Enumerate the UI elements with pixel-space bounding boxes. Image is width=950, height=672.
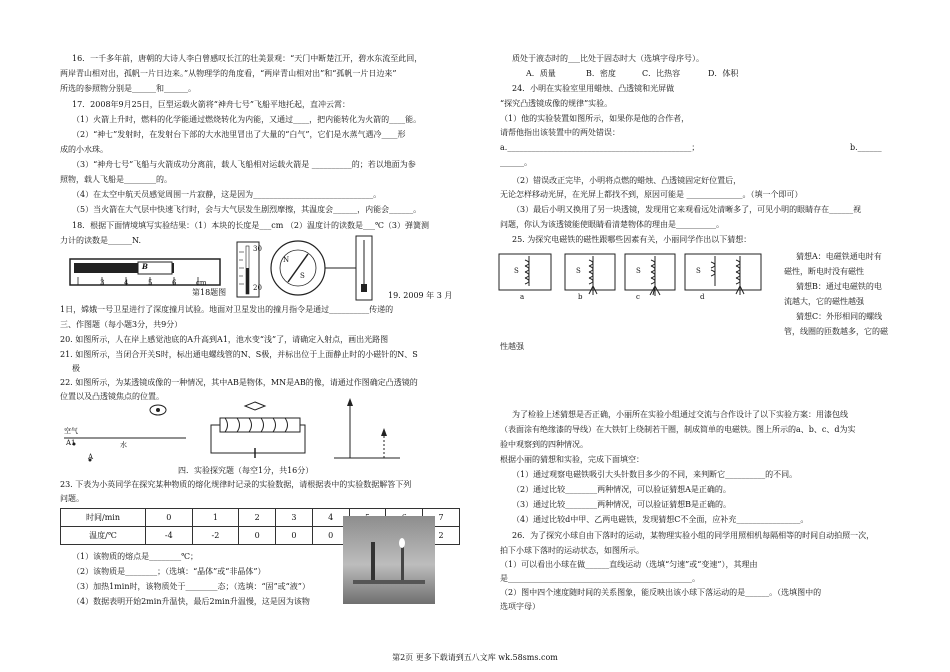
text-line: （5）当火箭在大气层中快速飞行时，会与大气层发生剧烈摩擦，其温度会______，内能会______。	[72, 205, 422, 214]
text-line: （4）在太空中航天员感觉周围一片寂静，这是因为______________________________。	[72, 190, 382, 199]
text-line: 问题。	[60, 494, 84, 503]
text-line: 20. 如图所示，人在岸上感觉池底的A升高到A1，池水变“浅”了，请确定入射点，画出光路图	[60, 335, 389, 344]
text-line: 两岸青山相对出，孤帆一片日边来。”从物理学的角度看，“两岸青山相对出”和“孤帆一片日边来”	[60, 69, 397, 78]
text-line: （1）火箭上升时，燃料的化学能通过燃烧转化为内能，又通过____，把内能转化为火箭的____能。	[72, 115, 422, 124]
text-line: （2）该物质是________；（选填：“晶体”或“非晶体”）	[72, 567, 266, 576]
table-cell: 7	[423, 509, 460, 527]
compass-spring-scale-figure	[270, 234, 380, 304]
figure-label-c: c	[636, 293, 640, 301]
lens-figure	[332, 392, 402, 462]
a1-label: A1	[66, 439, 76, 447]
text-line: （1）他的实验装置如图所示，如果你是他的合作者，	[500, 114, 690, 123]
text-line: 18．根据下面情境填写实验结果：（1）本块的长度是___cm （2）温度计的读数是___℃（3）弹簧测	[72, 221, 430, 230]
text-line: 是______________________________________________。	[500, 574, 700, 583]
thermo-lower-label: 20	[253, 284, 262, 292]
compass-s-label: S	[300, 272, 305, 280]
text-line: 管，线圈的匝数越多，它的磁	[784, 327, 888, 336]
unit-label: cm	[196, 279, 207, 287]
text-line: 验中观察到的四种情况。	[500, 440, 588, 449]
tick-label: 6	[172, 279, 177, 287]
text-line: （2）图中四个速度随时间的关系图象，能反映出该小球下落运动的是______。（选填图中的	[500, 588, 822, 597]
text-line: （3）最后小明又换用了另一块透镜，发现用它来观看远处清晰多了，可见小明的眼睛存在______视	[512, 205, 862, 214]
text-line: 极	[72, 364, 80, 373]
switch-label: S	[576, 267, 581, 275]
table-cell: -4	[146, 527, 193, 545]
option-d: D．体积	[708, 69, 739, 78]
text-line: 17．2008年9月25日，巨型运载火箭将“神舟七号”飞船平地托起，直冲云霄：	[72, 100, 350, 109]
table-cell: 0	[146, 509, 193, 527]
text-line: （3）通过比较________两种情况，可以验证猜想B是正确的。	[512, 500, 731, 509]
text-line: 性越强	[500, 342, 524, 351]
tick-label: 3	[100, 279, 105, 287]
option-b: B．密度	[586, 69, 616, 78]
table-header-cell: 温度/℃	[61, 527, 146, 545]
text-line: 所选的参照物分别是______和______。	[60, 84, 196, 93]
text-line: （2）通过比较________两种情况，可以验证猜想A是正确的。	[512, 485, 731, 494]
text-line: （1）该物质的熔点是________℃；	[72, 552, 199, 561]
text-line: 力计的读数是______N.	[60, 236, 142, 245]
table-cell: 2	[239, 509, 276, 527]
text-line: 根据小丽的猜想和实验，完成下面填空：	[500, 455, 644, 464]
compass-n-label: N	[283, 256, 290, 264]
text-line: 位置以及凸透镜焦点的位置。	[60, 392, 164, 401]
table-cell: 2	[423, 527, 460, 545]
text-line: 流越大，它的磁性越强	[784, 297, 864, 306]
option-c: C．比热容	[642, 69, 681, 78]
figure-label-d: d	[700, 293, 705, 301]
text-line: a.______________________________________________；	[500, 143, 700, 152]
text-line: 19. 2009 年 3 月	[388, 291, 453, 300]
switch-label: S	[696, 267, 701, 275]
block-label: B	[142, 262, 148, 271]
table-cell: 0	[312, 527, 349, 545]
text-line: （3）加热1min时，该物质处于________态；（选填：“固”或“液”）	[72, 582, 310, 591]
section-title: 三、作图题（每小题3分，共9分）	[60, 320, 183, 329]
experiment-photo	[343, 516, 435, 604]
table-cell: 0	[276, 527, 313, 545]
table-cell: 3	[276, 509, 313, 527]
text-line: （4）通过比较d中甲、乙两电磁铁，发现猜想C不全面，应补充________________。	[512, 515, 809, 524]
air-label: 空气	[64, 427, 78, 435]
text-line: 24．小明在实验室里用蜡烛、凸透镜和光屏做	[512, 84, 675, 93]
text-line: 猜想A：电磁铁通电时有	[796, 252, 882, 261]
option-a: A．质量	[526, 69, 556, 78]
text-line: （2）错误改正完毕，小明将点燃的蜡烛、凸透镜固定好位置后，	[512, 176, 742, 185]
text-line: （表面涂有绝缘漆的导线）在大铁钉上绕制若干圈，制成简单的电磁铁。图上所示的a、b、c、d为实	[500, 425, 856, 434]
text-line: （2）“神七”发射时，在发射台下部的大水池里冒出了大量的“白气”，它们是水蒸气遇冷____形	[72, 130, 406, 139]
thermo-upper-label: 30	[253, 245, 262, 253]
figure-label-b: b	[578, 293, 583, 301]
text-line: 1日，嫦娥一号卫星进行了深度撞月试验。地面对卫星发出的撞月指令是通过__________传递的	[60, 305, 394, 314]
text-line: （1）可以看出小球在做______直线运动（选填“匀速”或“变速”），其理由	[500, 560, 758, 569]
table-header-cell: 时间/min	[61, 509, 146, 527]
solenoid-figure	[205, 398, 315, 458]
text-line: 16．一千多年前，唐朝的大诗人李白曾感叹长江的壮美景观：“天门中断楚江开，碧水东流至此回，	[72, 54, 423, 63]
water-label: 水	[120, 441, 127, 449]
text-line: 21. 如图所示，当闭合开关S时，标出通电螺线管的N、S极，并标出位于上面静止时的小磁针的N、S	[60, 350, 418, 359]
text-line: （4）数据表明开始2min升温快，最后2min升温慢，这是因为该物	[72, 597, 310, 606]
text-line: 25. 为探究电磁铁的磁性跟哪些因素有关，小丽同学作出以下猜想：	[512, 235, 752, 244]
tick-label: 5	[148, 279, 153, 287]
text-line: （3）“神舟七号”飞船与火箭成功分离前，载人飞船相对运载火箭是 __________的；若以地面为参	[72, 160, 416, 169]
switch-label: S	[636, 267, 641, 275]
text-line: 26．为了探究小球自由下落时的运动，某物理实验小组的同学用照相机每隔相等的时间自动拍照一次，	[512, 531, 875, 540]
text-line: 为了检验上述猜想是否正确，小丽所在实验小组通过交流与合作设计了以下实验方案：用漆包线	[512, 410, 848, 419]
text-line: ______。	[500, 158, 532, 167]
text-line: 问题，你认为该透镜能使眼睛看清楚物体的理由是__________。	[500, 220, 724, 229]
text-line: 23. 下表为小英同学在探究某种物质的熔化规律时记录的实验数据，请根据表中的实验数据解答下列	[60, 480, 412, 489]
figure-label-a: a	[520, 293, 525, 301]
page-footer: 第2页 更多下载请到五八文库 wk.58sms.com	[392, 653, 558, 662]
figure-caption: 第18题图	[192, 288, 227, 297]
text-line: 猜想C：外形相同的螺线	[796, 312, 883, 321]
text-line: “探究凸透镜成像的规律”实验。	[500, 99, 613, 108]
switch-label: S	[514, 267, 519, 275]
text-line: 拍下小球下落时的运动状态，如图所示。	[500, 546, 644, 555]
table-cell: 4	[312, 509, 349, 527]
table-cell: 1	[192, 509, 239, 527]
tick-label: 4	[124, 279, 129, 287]
text-line: 选项字母）	[500, 602, 540, 611]
refraction-figure	[60, 398, 190, 463]
table-cell: -2	[192, 527, 239, 545]
text-line: 照物，载人飞船是________的。	[60, 175, 172, 184]
text-line: 猜想B：通过电磁铁的电	[796, 282, 882, 291]
a-label: A	[88, 453, 94, 461]
text-line: （1）通过观察电磁铁吸引大头针数目多少的不同，来判断它__________的不同。	[512, 470, 798, 479]
section-title: 四．实验探究题（每空1分，共16分）	[178, 466, 314, 475]
text-line: 无论怎样移动光屏，在光屏上都找不到，原因可能是 ______________。（填一个即可）	[500, 190, 803, 199]
text-line: 磁性，断电时没有磁性	[784, 267, 864, 276]
text-line: 22. 如图所示，为某透镜成像的一种情况，其中AB是物体，MN是AB的像，请通过作图确定凸透镜的	[60, 378, 418, 387]
electromagnet-figures	[495, 248, 765, 306]
text-line: 成的小水珠。	[60, 145, 108, 154]
text-line: 请帮他指出该装置中的两处错误：	[500, 128, 620, 137]
text-line: 质处于液态时的___比处于固态时大（选填字母序号）。	[512, 54, 704, 63]
text-line: b.______	[850, 143, 882, 152]
table-cell: 0	[239, 527, 276, 545]
